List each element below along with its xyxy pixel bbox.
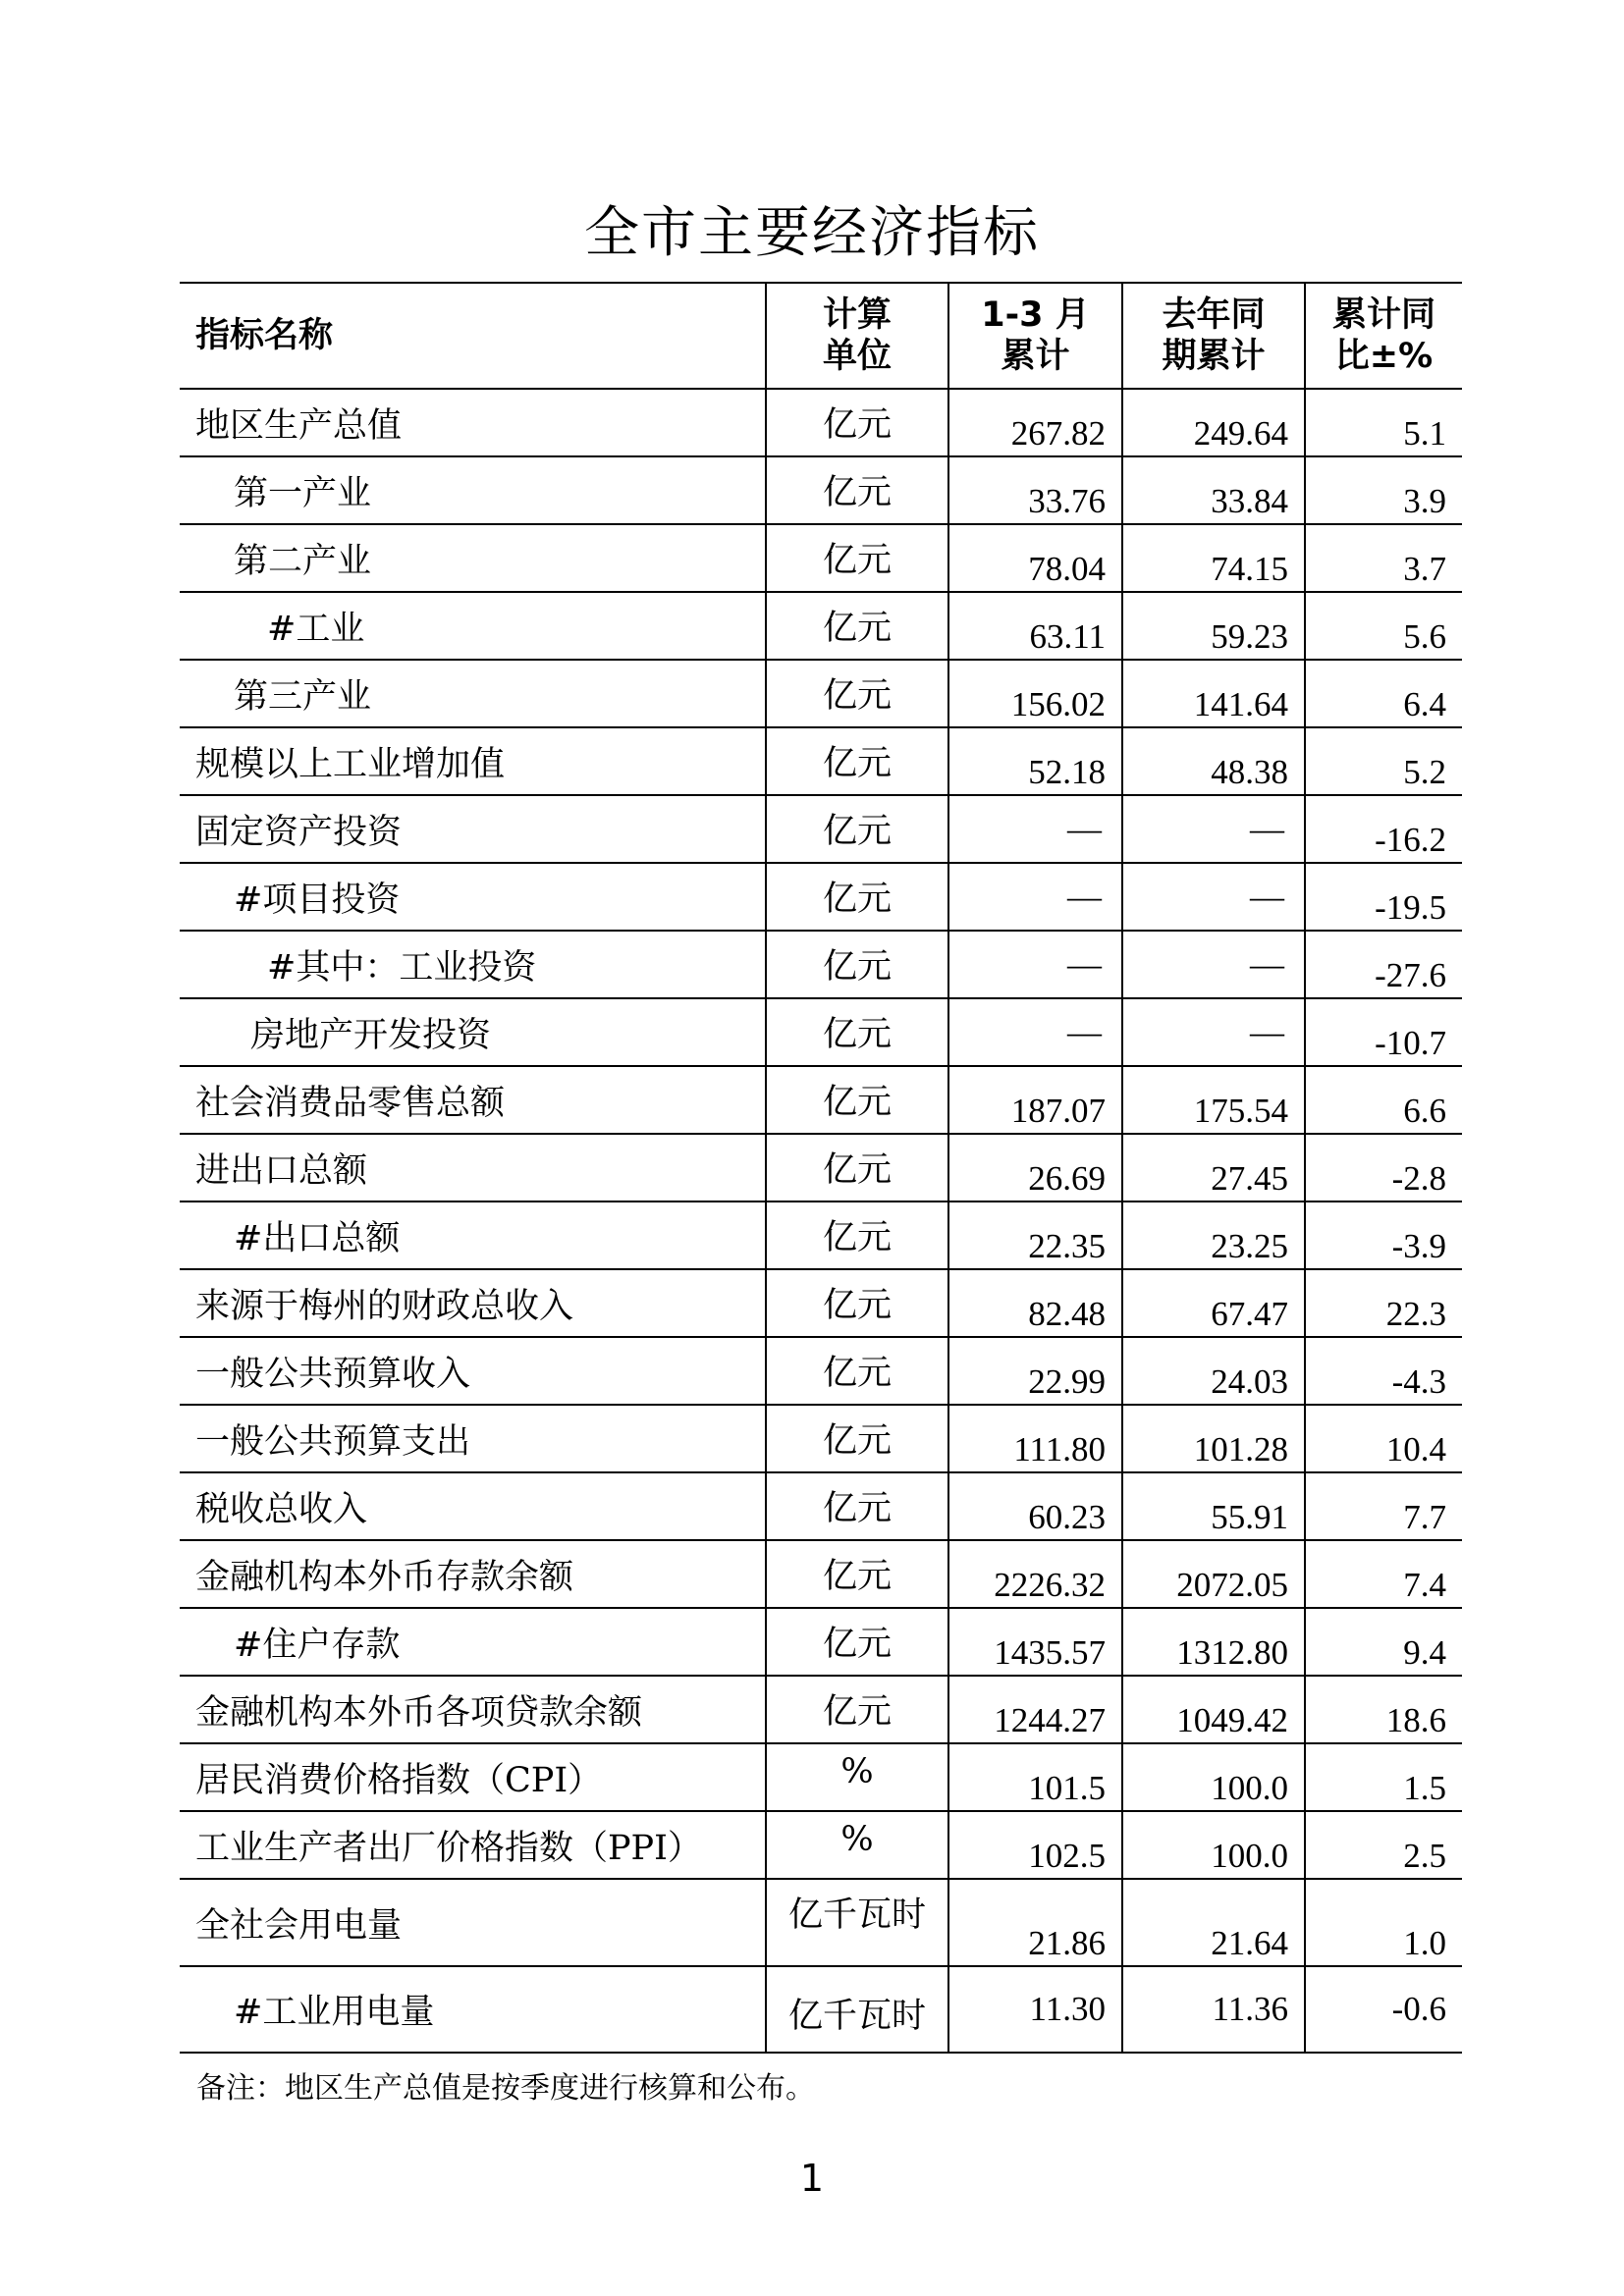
table-row xyxy=(180,389,1462,456)
table-row xyxy=(180,795,1462,863)
previous-value: 11.36 xyxy=(1122,1966,1305,2053)
table-row xyxy=(180,863,1462,931)
indicator-name: 一般公共预算支出 xyxy=(180,1405,766,1472)
indicator-unit: % xyxy=(766,1743,948,1811)
yoy-value: 22.3 xyxy=(1305,1269,1462,1337)
header-yoy xyxy=(1305,283,1462,389)
indicator-name: 固定资产投资 xyxy=(180,795,766,863)
previous-value: 249.64 xyxy=(1122,389,1305,456)
yoy-value: 6.4 xyxy=(1305,660,1462,727)
indicator-name: 金融机构本外币各项贷款余额 xyxy=(180,1676,766,1743)
table-row xyxy=(180,592,1462,660)
indicator-unit: 亿元 xyxy=(766,456,948,524)
current-value: — xyxy=(948,931,1122,998)
header-previous-line2: 期累计 xyxy=(1162,337,1266,376)
indicator-unit: 亿元 xyxy=(766,660,948,727)
table-row xyxy=(180,1743,1462,1811)
current-value: 22.35 xyxy=(948,1201,1122,1269)
indicator-name: 全社会用电量 xyxy=(180,1879,766,1966)
table-row xyxy=(180,931,1462,998)
table-row xyxy=(180,1134,1462,1201)
document-title: 全市主要经济指标 xyxy=(584,201,1040,265)
indicator-unit: 亿元 xyxy=(766,389,948,456)
indicator-unit: 亿元 xyxy=(766,524,948,592)
indicator-name: 来源于梅州的财政总收入 xyxy=(180,1269,766,1337)
yoy-value: 5.1 xyxy=(1305,389,1462,456)
yoy-value: 5.2 xyxy=(1305,727,1462,795)
previous-value: 74.15 xyxy=(1122,524,1305,592)
current-value: — xyxy=(948,863,1122,931)
current-value: 2226.32 xyxy=(948,1540,1122,1608)
header-previous xyxy=(1122,283,1305,389)
indicator-unit: 亿元 xyxy=(766,1337,948,1405)
current-value: 22.99 xyxy=(948,1337,1122,1405)
previous-value: 55.91 xyxy=(1122,1472,1305,1540)
indicator-unit: 亿元 xyxy=(766,1540,948,1608)
indicator-unit: 亿元 xyxy=(766,727,948,795)
table-row xyxy=(180,1405,1462,1472)
indicators-table xyxy=(180,282,1462,2054)
header-unit xyxy=(766,283,948,389)
previous-value: 175.54 xyxy=(1122,1066,1305,1134)
indicator-name: #其中：工业投资 xyxy=(180,931,766,998)
footnote: 备注：地区生产总值是按季度进行核算和公布。 xyxy=(196,2071,815,2106)
indicator-name: #项目投资 xyxy=(180,863,766,931)
yoy-value: -10.7 xyxy=(1305,998,1462,1066)
yoy-value: 3.7 xyxy=(1305,524,1462,592)
header-previous-line1: 去年同 xyxy=(1162,295,1266,335)
yoy-value: 3.9 xyxy=(1305,456,1462,524)
indicator-unit: 亿元 xyxy=(766,1405,948,1472)
current-value: 21.86 xyxy=(948,1879,1122,1966)
header-current-line2: 累计 xyxy=(1001,337,1070,376)
previous-value: 59.23 xyxy=(1122,592,1305,660)
header-indicator-name: 指标名称 xyxy=(180,283,766,389)
previous-value: 33.84 xyxy=(1122,456,1305,524)
indicator-unit: 亿元 xyxy=(766,1676,948,1743)
current-value: — xyxy=(948,795,1122,863)
indicator-unit: 亿元 xyxy=(766,1066,948,1134)
table-row xyxy=(180,998,1462,1066)
current-value: 82.48 xyxy=(948,1269,1122,1337)
table-row xyxy=(180,1966,1462,2053)
previous-value: 100.0 xyxy=(1122,1811,1305,1879)
previous-value: 101.28 xyxy=(1122,1405,1305,1472)
table-row xyxy=(180,1879,1462,1966)
previous-value: — xyxy=(1122,998,1305,1066)
previous-value: 1049.42 xyxy=(1122,1676,1305,1743)
indicator-name: 工业生产者出厂价格指数（PPI） xyxy=(180,1811,766,1879)
current-value: 1244.27 xyxy=(948,1676,1122,1743)
previous-value: 141.64 xyxy=(1122,660,1305,727)
yoy-value: 2.5 xyxy=(1305,1811,1462,1879)
yoy-value: 18.6 xyxy=(1305,1676,1462,1743)
indicator-name: 税收总收入 xyxy=(180,1472,766,1540)
current-value: 102.5 xyxy=(948,1811,1122,1879)
yoy-value: 9.4 xyxy=(1305,1608,1462,1676)
table-row xyxy=(180,1540,1462,1608)
indicator-unit: 亿千瓦时 xyxy=(766,1966,948,2053)
current-value: 267.82 xyxy=(948,389,1122,456)
indicator-unit: 亿元 xyxy=(766,931,948,998)
yoy-value: -19.5 xyxy=(1305,863,1462,931)
yoy-value: 1.0 xyxy=(1305,1879,1462,1966)
yoy-value: 1.5 xyxy=(1305,1743,1462,1811)
header-current xyxy=(948,283,1122,389)
yoy-value: -4.3 xyxy=(1305,1337,1462,1405)
indicator-unit: 亿元 xyxy=(766,592,948,660)
table-row xyxy=(180,1269,1462,1337)
indicator-name: 地区生产总值 xyxy=(180,389,766,456)
indicator-unit: 亿元 xyxy=(766,863,948,931)
current-value: 101.5 xyxy=(948,1743,1122,1811)
indicator-unit: 亿元 xyxy=(766,1269,948,1337)
yoy-value: 5.6 xyxy=(1305,592,1462,660)
indicator-name: 规模以上工业增加值 xyxy=(180,727,766,795)
previous-value: 21.64 xyxy=(1122,1879,1305,1966)
indicator-unit: 亿元 xyxy=(766,1472,948,1540)
current-value: 111.80 xyxy=(948,1405,1122,1472)
indicator-name: 居民消费价格指数（CPI） xyxy=(180,1743,766,1811)
yoy-value: -2.8 xyxy=(1305,1134,1462,1201)
indicator-unit: 亿千瓦时 xyxy=(766,1879,948,1966)
table-row xyxy=(180,1337,1462,1405)
current-value: 26.69 xyxy=(948,1134,1122,1201)
current-value: 52.18 xyxy=(948,727,1122,795)
previous-value: 67.47 xyxy=(1122,1269,1305,1337)
previous-value: 23.25 xyxy=(1122,1201,1305,1269)
yoy-value: 10.4 xyxy=(1305,1405,1462,1472)
current-value: 1435.57 xyxy=(948,1608,1122,1676)
yoy-value: 7.7 xyxy=(1305,1472,1462,1540)
table-row xyxy=(180,1472,1462,1540)
table-row xyxy=(180,727,1462,795)
current-value: — xyxy=(948,998,1122,1066)
yoy-value: -3.9 xyxy=(1305,1201,1462,1269)
previous-value: 1312.80 xyxy=(1122,1608,1305,1676)
header-unit-line1: 计算 xyxy=(822,295,892,335)
indicator-unit: 亿元 xyxy=(766,1608,948,1676)
header-yoy-line1: 累计同 xyxy=(1331,295,1435,335)
previous-value: 48.38 xyxy=(1122,727,1305,795)
current-value: 60.23 xyxy=(948,1472,1122,1540)
header-yoy-line2: 比±% xyxy=(1334,337,1434,376)
indicator-name: 第二产业 xyxy=(180,524,766,592)
indicator-name: 金融机构本外币存款余额 xyxy=(180,1540,766,1608)
indicator-unit: 亿元 xyxy=(766,998,948,1066)
yoy-value: -27.6 xyxy=(1305,931,1462,998)
table-row xyxy=(180,660,1462,727)
indicator-name: #出口总额 xyxy=(180,1201,766,1269)
previous-value: 24.03 xyxy=(1122,1337,1305,1405)
previous-value: 100.0 xyxy=(1122,1743,1305,1811)
indicator-name: 社会消费品零售总额 xyxy=(180,1066,766,1134)
indicator-unit: % xyxy=(766,1811,948,1879)
table-row xyxy=(180,456,1462,524)
header-current-line1: 1-3 月 xyxy=(981,295,1090,335)
current-value: 33.76 xyxy=(948,456,1122,524)
table-row xyxy=(180,1811,1462,1879)
current-value: 11.30 xyxy=(948,1966,1122,2053)
table-row xyxy=(180,1201,1462,1269)
yoy-value: -0.6 xyxy=(1305,1966,1462,2053)
indicator-name: #工业用电量 xyxy=(180,1966,766,2053)
previous-value: — xyxy=(1122,931,1305,998)
current-value: 187.07 xyxy=(948,1066,1122,1134)
previous-value: — xyxy=(1122,863,1305,931)
current-value: 78.04 xyxy=(948,524,1122,592)
header-unit-line2: 单位 xyxy=(822,337,892,376)
previous-value: — xyxy=(1122,795,1305,863)
indicator-name: 第三产业 xyxy=(180,660,766,727)
table-row xyxy=(180,1676,1462,1743)
previous-value: 2072.05 xyxy=(1122,1540,1305,1608)
current-value: 63.11 xyxy=(948,592,1122,660)
indicator-name: #住户存款 xyxy=(180,1608,766,1676)
indicator-name: 房地产开发投资 xyxy=(180,998,766,1066)
table-header-row xyxy=(180,283,1462,389)
table-row xyxy=(180,524,1462,592)
indicator-unit: 亿元 xyxy=(766,1134,948,1201)
indicator-name: 一般公共预算收入 xyxy=(180,1337,766,1405)
current-value: 156.02 xyxy=(948,660,1122,727)
page-number: 1 xyxy=(799,2157,825,2200)
table-row xyxy=(180,1066,1462,1134)
previous-value: 27.45 xyxy=(1122,1134,1305,1201)
indicator-name: 进出口总额 xyxy=(180,1134,766,1201)
yoy-value: -16.2 xyxy=(1305,795,1462,863)
indicator-unit: 亿元 xyxy=(766,1201,948,1269)
yoy-value: 6.6 xyxy=(1305,1066,1462,1134)
yoy-value: 7.4 xyxy=(1305,1540,1462,1608)
indicator-name: 第一产业 xyxy=(180,456,766,524)
table-row xyxy=(180,1608,1462,1676)
indicator-name: #工业 xyxy=(180,592,766,660)
indicator-unit: 亿元 xyxy=(766,795,948,863)
